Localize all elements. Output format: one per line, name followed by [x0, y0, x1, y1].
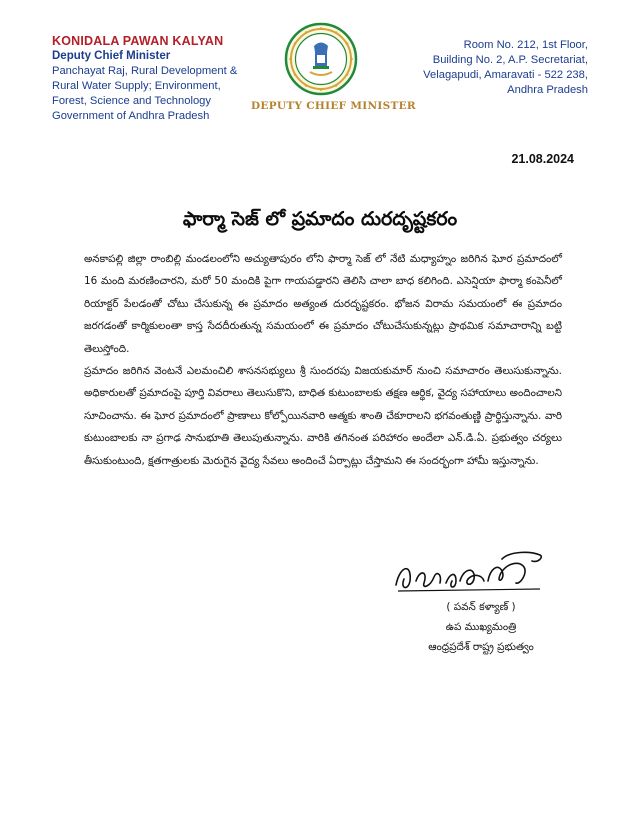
press-release-body	[84, 248, 562, 472]
signatory-government: ఆంధ్రప్రదేశ్ రాష్ట్ర ప్రభుత్వం	[428, 641, 534, 653]
state-emblem-icon	[284, 22, 358, 96]
body-paragraph: ప్రమాదం జరిగిన వెంటనే ఎలమంచిలి శాసనసభ్యులు శ్రీ సుందరపు విజయకుమార్ నుంచి సమాచారం తెలుసుకున్నాను. అధికారులతో ప్రమాదంపై పూర్తి వివరాలు తెలుసుకొని, బాధిత కుటుంబాలకు తక్షణ ఆర్థిక, వైద్య సహాయాలు అందించాలని సూచించాను. ఈ ఘోర ప్రమాదంలో ప్రాణాలు కోల్పోయినవారి ఆత్మకు శాంతి చేకూరాలని భగవంతుణ్ణి ప్రార్థిస్తున్నాను. వారి కుటుంబాలకు నా ప్రగాఢ సానుభూతి తెలుపుతున్నాను. వారికి తగినంత పరిహారం అందేలా ఎన్.డి.ఏ. ప్రభుత్వం చర్యలు తీసుకుంటుంది, క్షతగాత్రులకు మెరుగైన వైద్య సేవలు అందించే ఏర్పాట్లు చేస్తామని ఈ సందర్భంగా హామీ ఇస్తున్నాను.	[84, 365, 562, 467]
body-paragraph: అనకాపల్లి జిల్లా రాంబిల్లి మండలంలోని అచ్యుతాపురం లోని ఫార్మా సెజ్ లో నేటి మధ్యాహ్నం జరిగిన ఘోర ప్రమాదంలో 16 మంది మరణించారని, మరో 50 మందికి పైగా గాయపడ్డారని తెలిసి చాలా బాధ కలిగింది. ఎసెన్షియా ఫార్మా కంపెనీలో రియాక్టర్ పేలడంతో చోటు చేసుకున్న ఈ ప్రమాదం అత్యంత దురదృష్టకరం. భోజన విరామ సమయంలో ఈ ప్రమాదం జరగడంతో కార్మికులంతా కాస్త సేదదీరుతున్న సమయంలో ఈ ప్రమాదం చోటుచేసుకున్నట్లు ప్రాథమిక సమాచారాన్ని బట్టి తెలుస్తోంది.	[84, 253, 562, 355]
minister-role: Deputy Chief Minister	[52, 50, 171, 62]
department-line: Government of Andhra Pradesh	[52, 110, 210, 122]
signatory-name: ( పవన్ కళ్యాణ్ )	[446, 601, 516, 613]
address-line: Velagapudi, Amaravati - 522 238,	[423, 69, 588, 81]
signature-block	[386, 545, 576, 657]
minister-name: KONIDALA PAWAN KALYAN	[52, 34, 224, 48]
emblem-block	[251, 22, 416, 112]
department-line: Rural Water Supply; Environment,	[52, 80, 221, 92]
address-line: Building No. 2, A.P. Secretariat,	[432, 54, 588, 66]
address-line: Room No. 212, 1st Floor,	[463, 39, 588, 51]
letterhead	[0, 0, 640, 140]
department-line: Forest, Science and Technology	[52, 95, 211, 107]
press-release-title: ఫార్మా సెజ్ లో ప్రమాదం దురదృష్టకరం	[182, 208, 458, 230]
handwritten-signature-icon	[390, 545, 550, 597]
address-line: Andhra Pradesh	[507, 84, 588, 96]
letterhead-left	[52, 34, 262, 124]
press-release-date: 21.08.2024	[511, 152, 574, 166]
office-address	[408, 38, 588, 98]
department-line: Panchayat Raj, Rural Development &	[52, 65, 238, 77]
signatory-designation: ఉప ముఖ్యమంత్రి	[445, 621, 517, 633]
emblem-caption: DEPUTY CHIEF MINISTER	[251, 100, 416, 112]
